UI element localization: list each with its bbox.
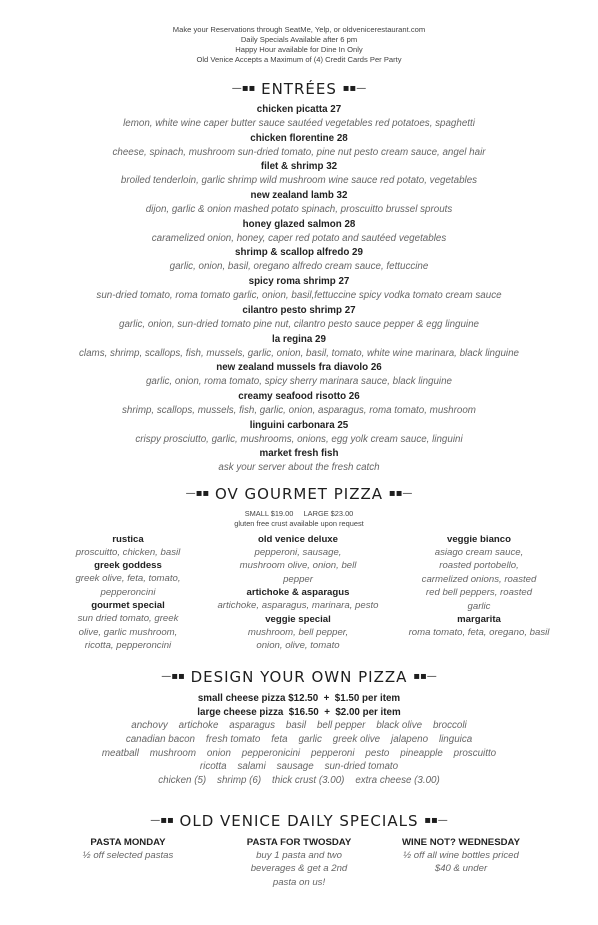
pizza-description: asiago cream sauce, [434,547,524,558]
special-description: $40 & under [434,863,488,875]
menu-item [0,160,598,189]
item-description: cheese, spinach, mushroom sun-dried tomato, pine nut pesto cream sauce, angel hair [112,146,486,158]
pizza-name: greek goddess [94,560,162,572]
entrees-list [0,103,598,476]
pizza-column-3 [394,533,564,639]
menu-item [0,132,598,161]
ornament-right: ▪▪— [342,83,367,94]
special-monday [43,836,213,862]
item-description: broiled tenderloin, garlic shrimp wild mushroom wine sauce red potato, vegetables [120,175,478,187]
toppings-line: chicken (5) shrimp (6) thick crust (3.00) extra cheese (3.00) [158,775,440,787]
pizza-description: pepper [283,573,313,585]
toppings-line: anchovy artichoke asparagus basil bell pepper black olive broccoli [131,720,467,731]
pizza-description: red bell peppers, roasted [425,587,533,599]
notice-daily-specials: Daily Specials Available after 6 pm [240,35,358,44]
special-name: WINE NOT? WEDNESDAY [402,837,520,848]
pizza-name: veggie bianco [447,534,511,545]
pizza-description: mushroom, bell pepper, [247,626,349,638]
entrees-title: ENTRÉES [261,80,337,98]
item-name: chicken florentine 28 [250,132,348,144]
menu-item [0,390,598,419]
gourmet-pizza-title: OV GOURMET PIZZA [214,485,384,503]
menu-item [0,103,598,132]
notice-reservations: Make your Reservations through SeatMe, Yelp, or oldvenicerestaurant.com [172,25,426,34]
pizza-name: rustica [112,534,144,545]
item-description: crispy prosciutto, garlic, mushrooms, onions, egg yolk cream sauce, linguini [135,433,463,445]
large-pizza-price: large cheese pizza $16.50 + $2.00 per item [197,706,401,718]
pizza-name: veggie special [265,613,331,625]
item-name: creamy seafood risotto 26 [238,390,360,402]
special-name: PASTA FOR TWOSDAY [246,837,352,848]
item-name: linguini carbonara 25 [249,419,349,431]
pizza-description: onion, olive, tomato [256,640,340,652]
pizza-description: sun dried tomato, greek [77,613,179,625]
ornament-right: ▪▪— [424,815,448,826]
pizza-description: artichoke, asparagus, marinara, pesto [217,600,379,612]
pizza-description: pepperoni, sausage, [254,547,342,558]
toppings-line: canadian bacon fresh tomato feta garlic greek olive jalapeno linguica [125,733,473,745]
item-description: garlic, onion, roma tomato, spicy sherry marinara sauce, black linguine [145,376,453,388]
menu-item [0,304,598,333]
item-name: honey glazed salmon 28 [242,218,356,230]
gourmet-pizza-heading [0,485,598,503]
item-description: shrimp, scallops, mussels, fish, garlic, onion, asparagus, roma tomato, mushroom [122,404,476,416]
gourmet-pizza-prices: SMALL $19.00 LARGE $23.00 [244,509,354,518]
item-description: ask your server about the fresh catch [218,462,380,474]
item-name: cilantro pesto shrimp 27 [242,304,356,316]
pizza-description: greek olive, feta, tomato, [75,573,181,585]
pizza-description: olive, garlic mushroom, [78,626,178,638]
gluten-free-note: gluten free crust available upon request [234,519,364,528]
menu-item [0,189,598,218]
small-pizza-price: small cheese pizza $12.50 + $1.50 per item [197,693,401,704]
item-name: filet & shrimp 32 [260,161,338,173]
item-name: new zealand lamb 32 [250,190,348,202]
special-name: PASTA MONDAY [90,837,166,848]
item-name: market fresh fish [259,448,339,460]
daily-specials-title: OLD VENICE DAILY SPECIALS [179,812,419,830]
special-description: buy 1 pasta and two [256,850,342,861]
menu-item [0,419,598,448]
special-description: beverages & get a 2nd [250,863,348,875]
special-description: ½ off selected pastas [82,850,174,861]
design-pizza-title: DESIGN YOUR OWN PIZZA [190,668,408,686]
pizza-description: mushroom olive, onion, bell [239,560,357,572]
menu-item [0,218,598,247]
daily-specials-heading [0,812,598,830]
design-pizza-details [0,692,598,788]
pizza-name: gourmet special [91,600,165,612]
special-tuesday [214,836,384,889]
reservation-notices [0,25,598,65]
item-name: new zealand mussels fra diavolo 26 [216,362,382,374]
pizza-name: margarita [457,614,501,626]
item-description: clams, shrimp, scallops, fish, mussels, garlic, onion, basil, tomato, white wine marinara, black linguine [79,347,519,359]
pizza-description: roma tomato, feta, oregano, basil [408,627,550,639]
special-wednesday [376,836,546,876]
menu-item [0,333,598,362]
menu-item [0,246,598,275]
toppings-line: meatball mushroom onion pepperonicini pepperoni pesto pineapple proscuitto [101,747,497,759]
pizza-column-1 [58,533,198,652]
special-description: pasta on us! [272,876,326,888]
menu-item [0,447,598,476]
pizza-description: proscuitto, chicken, basil [75,547,181,558]
ornament-left: —▪▪ [185,488,210,499]
pizza-description: ricotta, pepperoncini [84,640,172,652]
entrees-heading [0,80,598,98]
pizza-name: artichoke & asparagus [246,587,350,599]
menu-item [0,275,598,304]
pizza-description: garlic [467,600,491,612]
ornament-right: ▪▪— [413,671,437,682]
special-description: ½ off all wine bottles priced [403,850,519,861]
item-description: sun-dried tomato, roma tomato garlic, onion, basil,fettuccine spicy vodka tomato cream sauce [96,290,502,302]
ornament-right: ▪▪— [388,488,413,499]
design-pizza-heading [0,668,598,686]
notice-happy-hour: Happy Hour available for Dine In Only [235,45,363,54]
item-description: garlic, onion, basil, oregano alfredo cream sauce, fettuccine [169,261,429,273]
pizza-name: old venice deluxe [258,534,338,545]
item-description: caramelized onion, honey, caper red potato and sautéed vegetables [151,232,447,244]
pizza-description: pepperoncini [100,586,156,598]
item-name: shrimp & scallop alfredo 29 [235,247,363,259]
ornament-left: —▪▪ [161,671,185,682]
notice-credit-cards: Old Venice Accepts a Maximum of (4) Credit Cards Per Party [196,55,402,64]
item-name: spicy roma shrimp 27 [248,276,350,288]
menu-item [0,361,598,390]
toppings-line: ricotta salami sausage sun-dried tomato [199,761,399,773]
item-description: dijon, garlic & onion mashed potato spinach, proscuitto brussel sprouts [145,204,453,216]
item-name: chicken picatta 27 [256,104,342,115]
ornament-left: —▪▪ [231,83,256,94]
pizza-column-2 [203,533,393,652]
pizza-description: carmelized onions, roasted [421,573,537,585]
item-description: garlic, onion, sun-dried tomato pine nut, cilantro pesto sauce pepper & egg linguine [119,318,479,330]
item-name: la regina 29 [272,333,326,345]
pizza-description: roasted portobello, [439,560,519,572]
item-description: lemon, white wine caper butter sauce sautéed vegetables red potatoes, spaghetti [123,118,475,129]
ornament-left: —▪▪ [150,815,174,826]
